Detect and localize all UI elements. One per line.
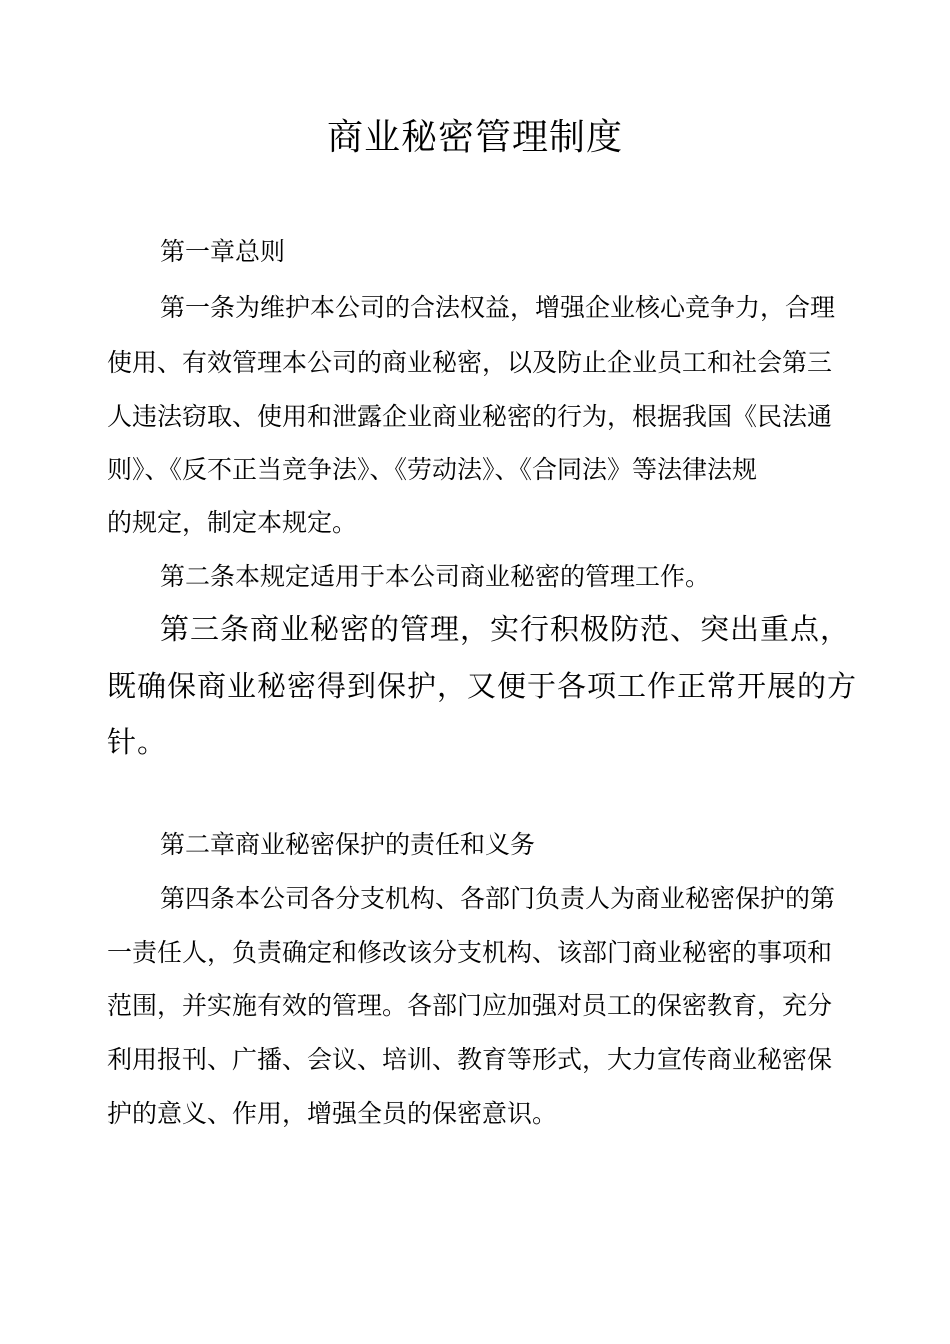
article-3-line-1: 第三条商业秘密的管理，实行积极防范、突出重点，	[160, 612, 851, 646]
article-4-line-4: 利用报刊、广播、会议、培训、教育等形式，大力宣传商业秘密保	[107, 1045, 833, 1074]
article-4-line-3: 范围，并实施有效的管理。各部门应加强对员工的保密教育，充分	[107, 991, 833, 1020]
article-1-line-2: 使用、有效管理本公司的商业秘密，以及防止企业员工和社会第三	[107, 348, 833, 377]
article-4-line-5: 护的意义、作用，增强全员的保密意识。	[107, 1099, 558, 1128]
article-3-line-3: 针。	[107, 725, 168, 759]
article-1-line-4: 则》、《反不正当竞争法》、《劳动法》、《合同法》等法律法规	[107, 455, 758, 484]
chapter-1-heading: 第一章总则	[160, 237, 286, 266]
article-1-line-3: 人违法窃取、使用和泄露企业商业秘密的行为，根据我国《民法通	[107, 402, 833, 431]
article-1-line-1: 第一条为维护本公司的合法权益，增强企业核心竞争力，合理	[160, 293, 836, 322]
article-3-line-2: 既确保商业秘密得到保护，又便于各项工作正常开展的方	[107, 669, 858, 703]
article-4-line-1: 第四条本公司各分支机构、各部门负责人为商业秘密保护的第	[160, 884, 836, 913]
document-title: 商业秘密管理制度	[326, 117, 623, 158]
article-4-line-2: 一责任人，负责确定和修改该分支机构、该部门商业秘密的事项和	[107, 938, 833, 967]
chapter-2-heading: 第二章商业秘密保护的责任和义务	[160, 830, 536, 859]
article-1-line-5: 的规定，制定本规定。	[107, 508, 358, 537]
article-2: 第二条本规定适用于本公司商业秘密的管理工作。	[160, 562, 711, 591]
